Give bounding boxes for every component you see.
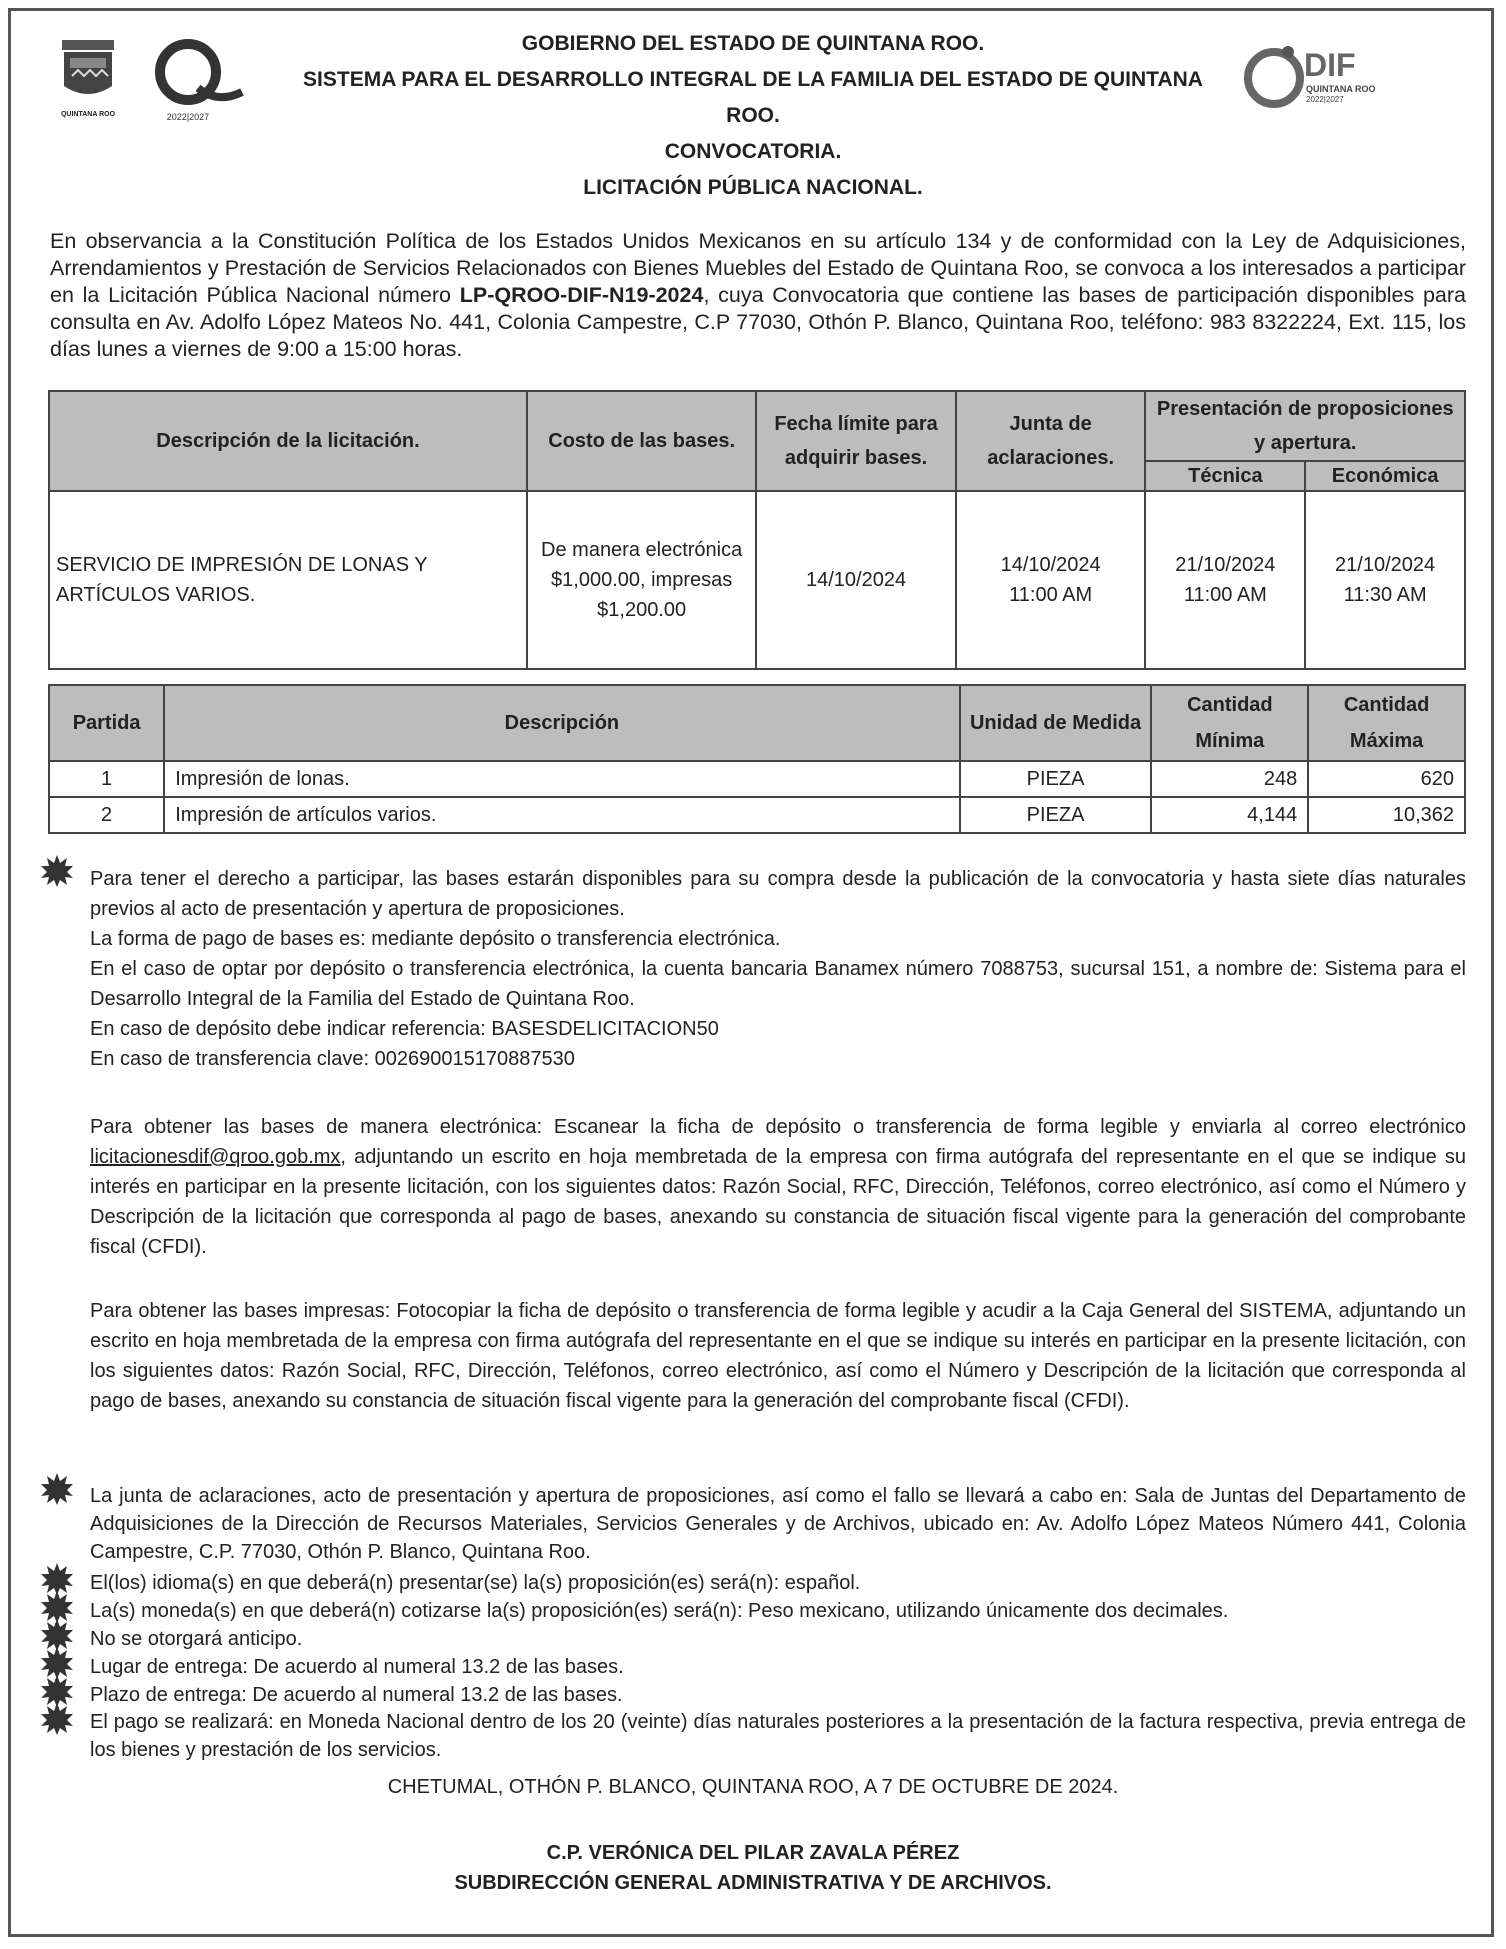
body-section xyxy=(40,850,1466,1850)
body-p3: En el caso de optar por depósito o transferencia electrónica, la cuenta bancaria Banamex número 7088753, sucursal 151, a nombre de: Sistema para el Desarrollo Integral de la Familia del Estado de Quintana Roo. xyxy=(90,958,1466,1010)
email-link[interactable]: licitacionesdif@qroo.gob.mx xyxy=(90,1146,341,1168)
svg-text:DIF: DIF xyxy=(1304,47,1356,83)
licitacion-table xyxy=(48,390,1466,670)
intro-paragraph: En observancia a la Constitución Política de los Estados Unidos Mexicanos en su artículo 134 y de conformidad con la Ley de Adquisiciones, Arrendamientos y Prestación de Servicios Relacionados con Bienes Muebles del Estado de Quintana Roo, se convoca a los interesados a participar en la Licitación Pública Nacional número LP-QROO-DIF-N19-2024, cuya Convocatoria que contiene las bases de participación disponibles para consulta en Av. Adolfo López Mateos No. 441, Colonia Campestre, C.P 77030, Othón P. Blanco, Quintana Roo, teléfono: 983 8322224, Ext. 115, los días lunes a viernes de 9:00 a 15:00 horas. xyxy=(50,229,1466,361)
bullet-burst-icon xyxy=(40,1472,74,1506)
header-roo: ROO. xyxy=(726,104,780,127)
table-row: 1 Impresión de lonas. PIEZA 248 620 xyxy=(49,761,1465,797)
body-p8: La junta de aclaraciones, acto de presentación y apertura de proposiciones, así como el fallo se llevará a cabo en: Sala de Juntas del Departamento de Adquisiciones de la Dirección de Recursos Materiales, Servicios Generales y de Archivos, ubicado en: Av. Adolfo López Mateos Número 441, Colonia Campestre, C.P. 77030, Othón P. Blanco, Quintana Roo. xyxy=(90,1485,1466,1563)
cell-economica: 21/10/2024 11:30 AM xyxy=(1305,491,1465,669)
partidas-table xyxy=(48,684,1466,834)
quintana-roo-shield-logo xyxy=(56,36,120,122)
dif-logo xyxy=(1244,40,1404,126)
header-junta: Junta de aclaraciones. xyxy=(956,391,1146,491)
header-sistema: SISTEMA PARA EL DESARROLLO INTEGRAL DE LA FAMILIA DEL ESTADO DE QUINTANA xyxy=(303,68,1203,91)
signer-office: SUBDIRECCIÓN GENERAL ADMINISTRATIVA Y DE ARCHIVOS. xyxy=(454,1872,1052,1894)
header-fecha-limite: Fecha límite para adquirir bases. xyxy=(756,391,956,491)
svg-text:QUINTANA ROO: QUINTANA ROO xyxy=(1306,84,1376,94)
body-p13: Plazo de entrega: De acuerdo al numeral 13.2 de las bases. xyxy=(90,1684,623,1706)
body-p1: Para tener el derecho a participar, las bases estarán disponibles para su compra desde la publicación de la convocatoria y hasta siete días naturales previos al acto de presentación y apertura de proposiciones. xyxy=(90,868,1466,920)
header-partida: Partida xyxy=(49,685,164,761)
header-costo: Costo de las bases. xyxy=(527,391,756,491)
bullet-burst-icon xyxy=(40,854,74,888)
body-p11: No se otorgará anticipo. xyxy=(90,1628,303,1650)
header-gobierno: GOBIERNO DEL ESTADO DE QUINTANA ROO. xyxy=(521,32,985,55)
document-header xyxy=(250,26,1256,206)
header-descripcion-partida: Descripción xyxy=(164,685,959,761)
body-p7: Para obtener las bases impresas: Fotocopiar la ficha de depósito o transferencia de forma legible y acudir a la Caja General del SISTEMA, adjuntando un escrito en hoja membretada de la empresa con firma autógrafa del representante en el que se indique su interés en participar en la presente licitación, con los siguientes datos: Razón Social, RFC, Dirección, Teléfonos, correo electrónico, así como el Número y Descripción de la licitación que corresponda al pago de bases, anexando su constancia de situación fiscal vigente para la generación del comprobante fiscal (CFDI). xyxy=(90,1300,1466,1412)
licitacion-number: LP-QROO-DIF-N19-2024 xyxy=(459,283,704,307)
table-row xyxy=(49,491,1465,669)
header-licitacion: LICITACIÓN PÚBLICA NACIONAL. xyxy=(583,176,923,199)
cell-descripcion: SERVICIO DE IMPRESIÓN DE LONAS Y ARTÍCULOS VARIOS. xyxy=(49,491,527,669)
table-row: 2 Impresión de artículos varios. PIEZA 4,144 10,362 xyxy=(49,797,1465,833)
header-convocatoria: CONVOCATORIA. xyxy=(664,140,842,163)
cell-junta: 14/10/2024 11:00 AM xyxy=(956,491,1146,669)
header-tecnica: Técnica xyxy=(1145,461,1305,491)
svg-text:2022|2027: 2022|2027 xyxy=(1306,95,1344,104)
header-economica: Económica xyxy=(1305,461,1465,491)
header-presentacion: Presentación de proposiciones y apertura. xyxy=(1145,391,1465,461)
place-date: CHETUMAL, OTHÓN P. BLANCO, QUINTANA ROO, A 7 DE OCTUBRE DE 2024. xyxy=(387,1776,1119,1798)
body-p10: La(s) moneda(s) en que deberá(n) cotizarse la(s) proposición(es) será(n): Peso mexicano, utilizando únicamente dos decimales. xyxy=(90,1600,1229,1622)
cell-tecnica: 21/10/2024 11:00 AM xyxy=(1145,491,1305,669)
body-p12: Lugar de entrega: De acuerdo al numeral 13.2 de las bases. xyxy=(90,1656,624,1678)
header-descripcion: Descripción de la licitación. xyxy=(49,391,527,491)
body-p6: Para obtener las bases de manera electrónica: Escanear la ficha de depósito o transferencia de forma legible y enviarla al correo electrónico licitacionesdif@qroo.gob.mx, adjuntando un escrito en hoja membretada de la empresa con firma autógrafa del representante en el que se indique su interés en participar en la presente licitación, con los siguientes datos: Razón Social, RFC, Dirección, Teléfonos, correo electrónico, así como el Número y Descripción de la licitación que corresponda al pago de bases, anexando su constancia de situación fiscal vigente para la generación del comprobante fiscal (CFDI). xyxy=(90,1116,1466,1258)
cell-fecha: 14/10/2024 xyxy=(756,491,956,669)
svg-text:2022|2027: 2022|2027 xyxy=(166,112,210,122)
svg-text:QUINTANA ROO: QUINTANA ROO xyxy=(60,111,116,118)
gobierno-q-logo xyxy=(136,36,248,126)
header-unidad: Unidad de Medida xyxy=(960,685,1152,761)
cell-costo: De manera electrónica $1,000.00, impresas $1,200.00 xyxy=(527,491,756,669)
body-p4: En caso de depósito debe indicar referencia: BASESDELICITACION50 xyxy=(90,1018,719,1040)
bullet-burst-icon xyxy=(40,1702,74,1736)
body-p9: El(los) idioma(s) en que deberá(n) presentar(se) la(s) proposición(es) será(n): español. xyxy=(90,1572,861,1594)
body-p2: La forma de pago de bases es: mediante depósito o transferencia electrónica. xyxy=(90,928,781,950)
body-p5: En caso de transferencia clave: 002690015170887530 xyxy=(90,1048,575,1070)
header-cantidad-minima: Cantidad Mínima xyxy=(1151,685,1308,761)
header-cantidad-maxima: Cantidad Máxima xyxy=(1308,685,1465,761)
body-p14: El pago se realizará: en Moneda Nacional dentro de los 20 (veinte) días naturales posteriores a la presentación de la factura respectiva, previa entrega de los bienes y prestación de los servicios. xyxy=(90,1711,1466,1761)
signer-name: C.P. VERÓNICA DEL PILAR ZAVALA PÉREZ xyxy=(546,1842,960,1864)
